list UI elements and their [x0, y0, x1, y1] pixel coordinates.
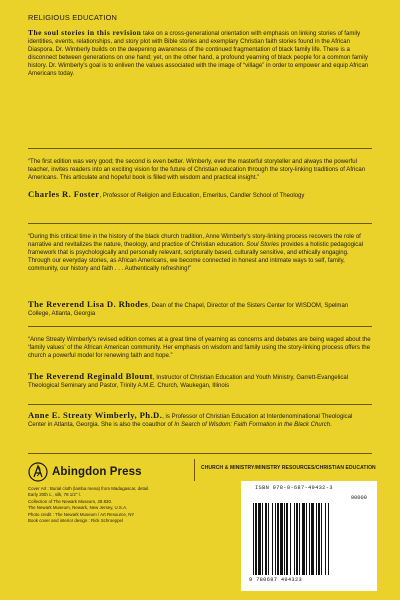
- credit-line: The Newark Museum, Newark, New Jersey, U.S.A.: [28, 505, 128, 511]
- barcode-bar: [309, 503, 310, 575]
- barcode-bar: [302, 503, 305, 575]
- endorsement-quote: [28, 233, 372, 273]
- quote-book-title: Soul Stories: [246, 242, 279, 249]
- barcode-bar: [311, 503, 314, 575]
- endorsement-attribution: [28, 372, 372, 390]
- endorsement-quote: “The first edition was very good; the second is even better. Wimberly, ever the masterful storyteller and always the powerful teacher, invites readers into an exciting vision for the future of Christian education through the story-linking traditions of African Americans. This articulate and hopeful book is filled with wisdom and practical insight.”: [28, 159, 366, 182]
- author-bio-text: , is Professor of Christian Education at Interdenominational Theological Center in Atlanta, Georgia. She is also the coauthor of: [28, 414, 353, 429]
- endorser-affiliation: , Dean of the Chapel, Director of the Sisters Center for WISDOM, Spelman College, Atlanta, Georgia: [28, 303, 349, 318]
- credit-line: Photo credit : The Newark Museum / Art Resource, NY: [28, 511, 135, 517]
- endorser-affiliation: , Professor of Religion and Education, Emeritus, Candler School of Theology: [99, 193, 305, 199]
- barcode-bar: [277, 503, 279, 575]
- endorsement-attribution: [28, 300, 372, 318]
- barcode-bar: [286, 503, 288, 575]
- quote-text: provides a holistic pedagogical framework that is psychologically and personally relevant, scripturally based, culturally sensitive, and ethically engaging. Through our everyday stories, as African Americans, we become connected in honest and intimate ways to self, family, community, our history and faith . . . Authentically refreshing!”: [28, 242, 364, 273]
- barcode-bar: [265, 503, 267, 575]
- author-book-title: In Search of Wisdom: Faith Formation in the Black Church: [174, 422, 331, 429]
- barcode: [241, 481, 377, 591]
- barcode-bar: [268, 503, 269, 575]
- divider: [28, 453, 372, 454]
- divider: [28, 223, 372, 224]
- barcode-bar: [258, 503, 261, 575]
- endorser-name: The Reverend Lisa D. Rhodes: [28, 299, 149, 309]
- publisher-name: Abingdon Press: [52, 466, 142, 478]
- barcode-bar: [255, 503, 257, 575]
- description-lead: The soul stories in this revision: [28, 28, 142, 37]
- barcode-bar: [284, 503, 285, 575]
- divider: [28, 326, 372, 327]
- endorser-name: The Reverend Reginald Blount: [28, 371, 153, 381]
- divider: [28, 148, 372, 149]
- credit-line: Cover Art : Burial cloth (lamba mena) from Madagascar, detail.: [28, 486, 150, 491]
- abingdon-logo-icon: [28, 462, 48, 482]
- barcode-bar: [262, 503, 263, 575]
- barcode-bar: [253, 503, 254, 575]
- barcode-bars: [253, 503, 365, 575]
- barcode-bar: [294, 503, 295, 575]
- category-label: RELIGIOUS EDUCATION: [28, 13, 118, 22]
- author-name: Anne E. Streaty Wimberly, Ph.D.: [28, 410, 163, 420]
- barcode-bar: [275, 503, 276, 575]
- author-bio: [28, 411, 372, 429]
- barcode-bar: [290, 503, 291, 575]
- publisher-logo: [28, 462, 142, 482]
- barcode-bar: [321, 503, 322, 575]
- endorsement-attribution: [28, 190, 372, 200]
- divider-vertical: [194, 459, 195, 481]
- endorser-affiliation: , Instructor of Christian Education and Youth Ministry, Garrett-Evangelical Theological Seminary and Pastor, Trinity A.M.E. Church, Waukegan, Illinois: [28, 375, 349, 390]
- barcode-bar: [272, 503, 273, 575]
- cover-credits: [28, 486, 198, 524]
- endorsement-quote: “Anne Streaty Wimberly's revised edition comes at a great time of yearning as concerns and debates are being waged about the ‘family values’ of the African American community. Her emphasis on wisdom and family using the story-linking process offers the church a powerful model for renewing faith and hope.”: [28, 337, 371, 360]
- description: [28, 29, 372, 79]
- barcode-bar: [325, 503, 326, 575]
- barcode-bar: [318, 503, 320, 575]
- divider: [28, 404, 372, 405]
- shelving-category: CHURCH & MINISTRY/MINISTRY RESOURCES/CHRISTIAN EDUCATION: [201, 465, 376, 471]
- barcode-bar: [316, 503, 317, 575]
- author-bio-text: .: [330, 422, 332, 429]
- barcode-bar: [280, 503, 283, 575]
- price-code: 90000: [350, 495, 367, 501]
- credit-line: Collection of The Newark Museum, 28.830.: [28, 498, 113, 504]
- barcode-bar: [299, 503, 300, 575]
- barcode-bar: [328, 503, 329, 575]
- barcode-bar: [306, 503, 307, 575]
- isbn: ISBN 978-0-687-49432-3: [255, 485, 333, 491]
- description-text: take on a cross-generational orientation with emphasis on linking stories of family identities, events, relationships, and story plot with Bible stories and exemplary Christian faith stories found in the African Diaspora. Dr. Wimberly builds on the deepening awareness of the continued fragmentation of black family life. There is a disconnect between generations on one hand; yet, on the other hand, a profound yearning of black people for a common family history. Dr. Wimberly's goal is to enliven the values associated with the image of “village” in order to empower and equip African Americans today.: [28, 31, 369, 78]
- barcode-number: 9 780687 494323: [249, 577, 303, 583]
- quote-text: “During this critical time in the history of the black church tradition, Anne Wimberly's story-linking process recovers the role of narrative and revitalizes the nature, theology, and practice of Christian education.: [28, 234, 361, 249]
- barcode-bar: [296, 503, 298, 575]
- credit-line: Book cover and interior design : Rick Schroeppel: [28, 518, 123, 524]
- endorser-name: Charles R. Foster: [28, 189, 100, 199]
- credit-line: Early 20th c., silk, 78 1/2" l.: [28, 492, 81, 498]
